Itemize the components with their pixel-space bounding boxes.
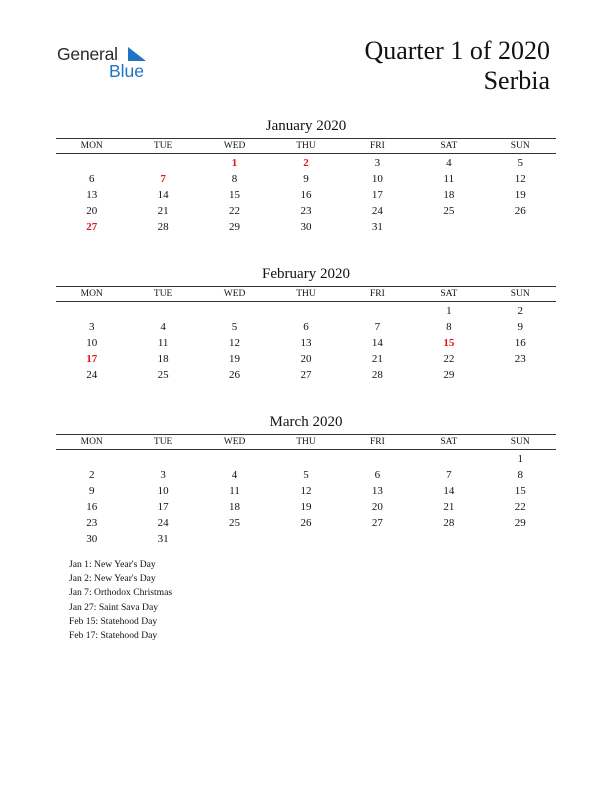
weekday-header: SUN	[485, 139, 556, 154]
empty-day-cell	[199, 302, 270, 320]
day-cell: 16	[300, 189, 312, 201]
day-cell: 13	[371, 485, 383, 497]
empty-day-cell	[56, 450, 127, 468]
day-cell: 13	[300, 337, 312, 349]
day-cell: 14	[157, 189, 169, 201]
day-cell: 26	[229, 369, 241, 381]
empty-day-cell	[342, 302, 413, 320]
calendar-grid	[56, 434, 556, 547]
weekday-header: SAT	[413, 435, 484, 450]
empty-day-cell	[485, 219, 556, 235]
day-cell: 20	[300, 353, 312, 365]
empty-day-cell	[485, 531, 556, 547]
day-cell: 11	[443, 173, 455, 185]
day-cell: 5	[517, 157, 524, 169]
day-cell: 1	[446, 305, 452, 317]
holiday-note: Jan 27: Saint Sava Day	[69, 601, 158, 613]
weekday-header: FRI	[342, 139, 413, 154]
empty-day-cell	[342, 531, 413, 547]
month-march	[56, 413, 556, 547]
day-cell: 21	[157, 205, 169, 217]
day-cell: 6	[303, 321, 309, 333]
day-cell: 19	[300, 501, 312, 513]
week-row	[56, 483, 556, 499]
day-cell: 19	[514, 189, 526, 201]
day-cell: 20	[86, 205, 98, 217]
page-title	[364, 36, 550, 96]
empty-day-cell	[199, 450, 270, 468]
holiday-note: Jan 2: New Year's Day	[69, 573, 156, 585]
day-cell: 29	[443, 369, 455, 381]
day-cell: 23	[86, 517, 98, 529]
generalblue-logo	[57, 44, 167, 84]
day-cell: 26	[300, 517, 312, 529]
day-cell: 3	[374, 157, 381, 169]
day-cell: 22	[514, 501, 526, 513]
month-january	[56, 117, 556, 235]
day-cell: 4	[446, 157, 452, 169]
day-cell: 11	[229, 485, 240, 497]
month-title: January 2020	[265, 118, 347, 134]
day-cell: 10	[86, 337, 98, 349]
empty-day-cell	[56, 302, 127, 320]
day-cell: 3	[88, 321, 95, 333]
day-cell: 16	[86, 501, 98, 513]
week-row	[56, 499, 556, 515]
weekday-header: SUN	[485, 435, 556, 450]
day-cell: 6	[374, 469, 381, 481]
empty-day-cell	[270, 450, 341, 468]
weekday-header: MON	[56, 287, 127, 302]
day-cell: 25	[229, 517, 241, 529]
weekday-header: WED	[199, 287, 270, 302]
day-cell: 31	[157, 533, 169, 545]
day-cell: 9	[303, 173, 309, 185]
day-cell: 25	[157, 369, 169, 381]
holiday-note: Feb 15: Statehood Day	[69, 615, 158, 627]
weekday-header: MON	[56, 435, 127, 450]
empty-day-cell	[270, 302, 341, 320]
weekday-header: SAT	[413, 287, 484, 302]
day-cell: 2	[517, 305, 524, 317]
weekday-header: THU	[270, 435, 341, 450]
holiday-note: Jan 7: Orthodox Christmas	[69, 587, 173, 599]
day-cell: 5	[231, 321, 238, 333]
day-cell: 22	[229, 205, 241, 217]
empty-day-cell	[270, 531, 341, 547]
week-row	[56, 351, 556, 367]
week-row	[56, 171, 556, 187]
day-cell: 2	[303, 157, 309, 169]
empty-day-cell	[413, 219, 484, 235]
day-cell: 15	[229, 189, 241, 201]
day-cell: 15	[514, 485, 526, 497]
day-cell: 21	[443, 501, 455, 513]
calendar-grid	[56, 138, 556, 235]
day-cell: 22	[443, 353, 455, 365]
week-row	[56, 450, 556, 468]
day-cell: 15	[443, 337, 455, 349]
week-row	[56, 319, 556, 335]
day-cell: 18	[157, 353, 169, 365]
weekday-header: TUE	[127, 139, 198, 154]
day-cell: 2	[88, 469, 95, 481]
empty-day-cell	[413, 531, 484, 547]
week-row	[56, 367, 556, 383]
day-cell: 28	[157, 221, 169, 233]
week-row	[56, 467, 556, 483]
day-cell: 19	[229, 353, 241, 365]
day-cell: 4	[231, 469, 238, 481]
day-cell: 8	[446, 321, 452, 333]
day-cell: 1	[231, 157, 238, 169]
day-cell: 28	[371, 369, 383, 381]
day-cell: 4	[160, 321, 166, 333]
day-cell: 27	[86, 221, 98, 233]
day-cell: 24	[86, 369, 98, 381]
day-cell: 17	[371, 189, 383, 201]
month-title: February 2020	[262, 266, 350, 282]
day-cell: 10	[371, 173, 383, 185]
logo-word-general: General	[57, 44, 118, 64]
weekday-header: TUE	[127, 287, 198, 302]
weekday-header: THU	[270, 139, 341, 154]
empty-day-cell	[127, 450, 198, 468]
week-row	[56, 219, 556, 235]
weekday-header: SAT	[413, 139, 484, 154]
week-row	[56, 335, 556, 351]
day-cell: 12	[229, 337, 241, 349]
logo-word-blue: Blue	[109, 61, 145, 81]
day-cell: 26	[514, 205, 526, 217]
week-row	[56, 515, 556, 531]
day-cell: 10	[157, 485, 169, 497]
day-cell: 30	[86, 533, 98, 545]
day-cell: 11	[157, 337, 169, 349]
week-row	[56, 187, 556, 203]
day-cell: 29	[229, 221, 241, 233]
day-cell: 9	[88, 485, 95, 497]
quarter-title: Quarter 1 of 2020	[364, 36, 550, 65]
day-cell: 24	[157, 517, 169, 529]
empty-day-cell	[485, 367, 556, 383]
weekday-header: TUE	[127, 435, 198, 450]
day-cell: 23	[300, 205, 312, 217]
empty-day-cell	[56, 154, 127, 172]
day-cell: 14	[443, 485, 455, 497]
empty-day-cell	[127, 302, 198, 320]
logo-triangle-icon	[124, 46, 148, 62]
month-february	[56, 265, 556, 383]
week-row	[56, 203, 556, 219]
weekday-header: FRI	[342, 287, 413, 302]
day-cell: 21	[371, 353, 383, 365]
weekday-header: SUN	[485, 287, 556, 302]
week-row	[56, 154, 556, 172]
weekday-header: WED	[199, 435, 270, 450]
day-cell: 17	[86, 353, 98, 365]
holiday-note: Jan 1: New Year's Day	[69, 559, 156, 570]
day-cell: 28	[443, 517, 455, 529]
day-cell: 17	[157, 501, 169, 513]
day-cell: 20	[371, 501, 383, 513]
day-cell: 3	[160, 469, 166, 481]
holiday-note: Feb 17: Statehood Day	[69, 630, 158, 642]
weekday-header: WED	[199, 139, 270, 154]
day-cell: 7	[374, 321, 381, 333]
weekday-header: MON	[56, 139, 127, 154]
empty-day-cell	[342, 450, 413, 468]
day-cell: 1	[517, 453, 524, 465]
holiday-list	[69, 558, 172, 643]
day-cell: 31	[371, 221, 383, 233]
weekday-header: THU	[270, 287, 341, 302]
day-cell: 6	[88, 173, 95, 185]
day-cell: 24	[371, 205, 383, 217]
day-cell: 25	[443, 205, 455, 217]
week-row	[56, 531, 556, 547]
day-cell: 7	[160, 173, 166, 185]
day-cell: 23	[514, 353, 526, 365]
day-cell: 29	[514, 517, 526, 529]
calendar-grid	[56, 286, 556, 383]
day-cell: 8	[517, 469, 524, 481]
day-cell: 12	[300, 485, 312, 497]
day-cell: 9	[517, 321, 524, 333]
weekday-header: FRI	[342, 435, 413, 450]
day-cell: 13	[86, 189, 98, 201]
day-cell: 7	[446, 469, 452, 481]
month-title: March 2020	[269, 414, 343, 430]
week-row	[56, 302, 556, 320]
day-cell: 18	[443, 189, 455, 201]
day-cell: 16	[514, 337, 526, 349]
day-cell: 5	[303, 469, 309, 481]
empty-day-cell	[199, 531, 270, 547]
day-cell: 12	[514, 173, 526, 185]
day-cell: 8	[231, 173, 238, 185]
day-cell: 30	[300, 221, 312, 233]
day-cell: 27	[371, 517, 383, 529]
empty-day-cell	[127, 154, 198, 172]
empty-day-cell	[413, 450, 484, 468]
day-cell: 14	[371, 337, 383, 349]
day-cell: 27	[300, 369, 312, 381]
country-title: Serbia	[483, 66, 550, 95]
day-cell: 18	[229, 501, 241, 513]
